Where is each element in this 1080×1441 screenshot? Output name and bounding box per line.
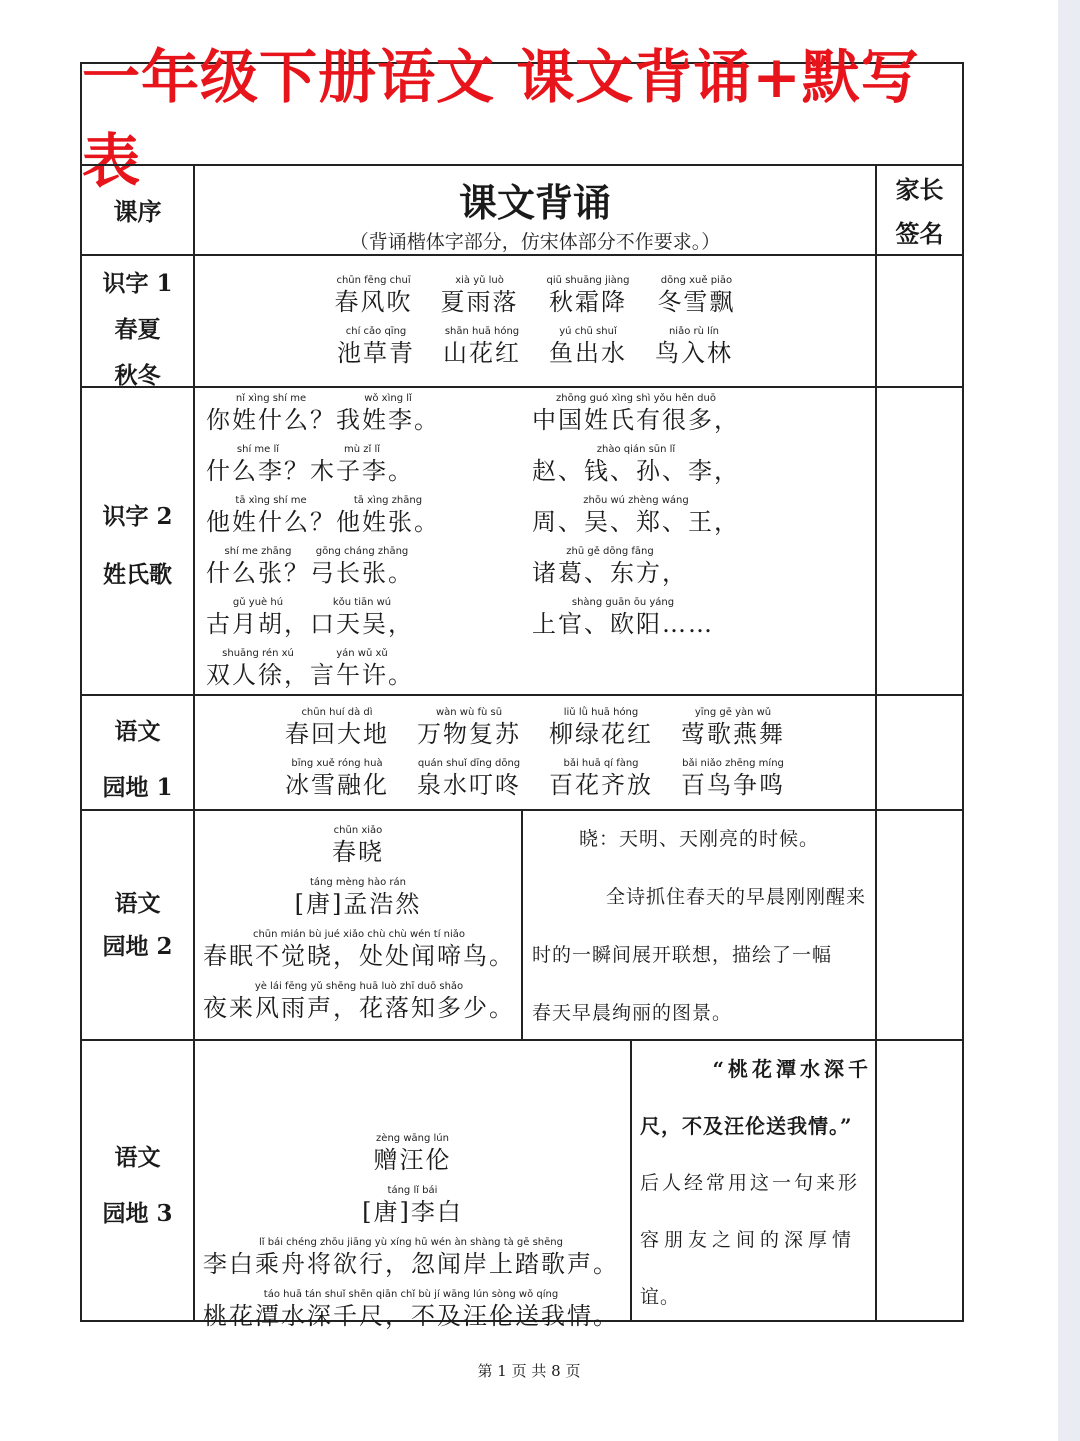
pinyin: bīng xuě róng huà xyxy=(291,758,383,769)
hanzi: 我姓李。 xyxy=(336,406,440,434)
text-line xyxy=(206,392,440,435)
ruby-word xyxy=(336,494,440,537)
text-line xyxy=(532,392,740,435)
text-line xyxy=(532,596,714,639)
hanzi: 周、吴、郑、王， xyxy=(532,508,740,536)
header-recite xyxy=(195,172,875,254)
lesson-name: 语文 xyxy=(114,718,161,745)
hanzi: 他姓张。 xyxy=(336,508,440,536)
lesson-cell-2 xyxy=(82,488,193,604)
ruby-word xyxy=(310,545,414,588)
text-line xyxy=(206,647,414,690)
ruby-word xyxy=(549,757,653,800)
pinyin: zhōng guó xìng shì yǒu hěn duō xyxy=(556,393,716,404)
pinyin: liǔ lǜ huā hóng xyxy=(563,707,639,718)
ruby-word xyxy=(203,1288,619,1331)
pinyin: zhū gě dōng fāng xyxy=(566,546,654,557)
hanzi: 春眠不觉晓，处处闻啼鸟。 xyxy=(203,942,515,970)
text-line xyxy=(206,545,414,588)
row-divider xyxy=(82,1039,962,1041)
text-line xyxy=(206,443,414,486)
hanzi: 口天吴， xyxy=(310,610,414,638)
hanzi: 双人徐， xyxy=(206,661,310,689)
pinyin: chūn fēng chuī xyxy=(336,275,411,286)
pinyin: niǎo rù lín xyxy=(668,326,720,337)
hanzi: 鸟入林 xyxy=(655,339,733,367)
ruby-word xyxy=(532,443,740,486)
ruby-word xyxy=(310,443,414,486)
row-divider xyxy=(82,164,962,166)
hanzi: 中国姓氏有很多， xyxy=(532,406,740,434)
pinyin: gōng cháng zhāng xyxy=(315,546,409,557)
pinyin: zhōu wú zhèng wáng xyxy=(583,495,689,506)
pinyin: yú chū shuǐ xyxy=(559,326,617,337)
hanzi: 万物复苏 xyxy=(417,720,521,748)
text-line xyxy=(195,1184,630,1227)
lesson-name: 园地 3 xyxy=(102,1200,173,1227)
pinyin: gǔ yuè hú xyxy=(232,597,284,608)
ruby-word xyxy=(335,274,413,317)
ruby-word xyxy=(203,1236,619,1279)
text-line xyxy=(203,928,515,971)
ruby-word xyxy=(285,706,389,749)
ruby-word xyxy=(295,876,422,919)
ruby-word xyxy=(206,392,336,435)
lesson-name: 春夏 xyxy=(114,316,161,343)
header-lesson: 课序 xyxy=(113,196,162,226)
ruby-word xyxy=(332,824,384,867)
pinyin: shān huā hóng xyxy=(444,326,520,337)
ruby-word xyxy=(532,545,688,588)
hanzi: 春晓 xyxy=(332,838,384,866)
pinyin: lǐ bái chéng zhōu jiāng yù xíng hū wén àn shàng tà gē shēng xyxy=(259,1237,563,1248)
text-line xyxy=(203,1236,619,1279)
hanzi: 泉水叮咚 xyxy=(417,771,521,799)
pinyin: shuāng rén xú xyxy=(222,648,294,659)
pinyin: kǒu tiān wú xyxy=(332,597,392,608)
ruby-word xyxy=(285,757,389,800)
pinyin: qiū shuāng jiàng xyxy=(546,275,630,286)
ruby-word xyxy=(549,706,653,749)
lesson-name: 秋冬 xyxy=(114,362,161,389)
text-line xyxy=(203,1288,619,1331)
text-line: 时的一瞬间展开联想，描绘了一幅 xyxy=(532,944,833,966)
lesson-name: 园地 1 xyxy=(102,774,173,801)
ruby-word xyxy=(532,494,740,537)
lesson-cell-4 xyxy=(82,882,193,968)
pinyin: tā xìng shí me xyxy=(235,495,307,506)
text-line xyxy=(195,706,875,749)
ruby-word xyxy=(206,494,336,537)
text-line xyxy=(195,876,521,919)
text-line: 容朋友之间的深厚情 xyxy=(640,1229,857,1251)
lesson-name: 园地 2 xyxy=(102,933,173,960)
text-line xyxy=(532,545,688,588)
pinyin: chūn xiǎo xyxy=(333,825,383,836)
hanzi: 赠汪伦 xyxy=(373,1146,452,1174)
ruby-word xyxy=(655,325,733,368)
text-line xyxy=(532,494,740,537)
ruby-word xyxy=(206,545,310,588)
text-line: 谊。 xyxy=(640,1286,681,1308)
hanzi: 他姓什么？ xyxy=(206,508,336,536)
hanzi: 什么张？ xyxy=(206,559,310,587)
ruby-word xyxy=(441,274,519,317)
hanzi: [唐]孟浩然 xyxy=(294,890,422,918)
lesson-cell-1 xyxy=(82,261,193,399)
pinyin: chūn mián bù jué xiǎo chù chù wén tí niǎo xyxy=(252,929,466,940)
text-line xyxy=(206,494,440,537)
sign-label-2: 签名 xyxy=(895,219,944,248)
hanzi: 木子李。 xyxy=(310,457,414,485)
pinyin: zèng wāng lún xyxy=(376,1133,449,1144)
pinyin: shàng guān ōu yáng xyxy=(571,597,675,608)
row-divider xyxy=(82,694,962,696)
recitation-table xyxy=(80,43,964,1330)
row-divider xyxy=(82,386,962,388)
scroll-strip xyxy=(1058,0,1080,1441)
pinyin: chí cǎo qīng xyxy=(345,326,407,337)
ruby-word xyxy=(549,325,627,368)
ruby-word xyxy=(532,596,714,639)
pinyin: táo huā tán shuǐ shēn qiān chǐ bù jí wāng lún sòng wǒ qíng xyxy=(263,1289,559,1300)
lesson-cell-3 xyxy=(82,704,193,816)
pinyin: yán wǔ xǔ xyxy=(336,648,388,659)
ruby-word xyxy=(681,757,785,800)
lesson-name: 语文 xyxy=(114,1144,161,1171)
recite-title: 课文背诵 xyxy=(458,180,611,225)
pinyin: dōng xuě piāo xyxy=(660,275,733,286)
ruby-word xyxy=(417,757,521,800)
pinyin: tā xìng zhāng xyxy=(353,495,423,506)
text-line: 后人经常用这一句来形 xyxy=(640,1172,861,1194)
ruby-word xyxy=(443,325,521,368)
text-line xyxy=(203,980,515,1023)
text-line: 尺，不及汪伦送我情。” xyxy=(640,1114,853,1138)
hanzi: 春风吹 xyxy=(334,288,413,316)
lesson-name: 语文 xyxy=(114,890,161,917)
ruby-word xyxy=(310,596,414,639)
hanzi: 春回大地 xyxy=(285,720,389,748)
pinyin: bǎi niǎo zhēng míng xyxy=(682,758,784,769)
pinyin: bǎi huā qí fàng xyxy=(563,758,639,769)
ruby-word xyxy=(374,1132,452,1175)
pinyin: wàn wù fù sū xyxy=(435,707,503,718)
hanzi: 冰雪融化 xyxy=(285,771,389,799)
ruby-word xyxy=(657,274,735,317)
col-divider xyxy=(875,164,877,1320)
hanzi: 冬雪飘 xyxy=(657,288,736,316)
hanzi: 上官、欧阳…… xyxy=(532,610,714,638)
text-line xyxy=(195,824,521,867)
ruby-word xyxy=(203,980,515,1023)
hanzi: 莺歌燕舞 xyxy=(681,720,785,748)
ruby-word xyxy=(203,928,515,971)
hanzi: 夏雨落 xyxy=(440,288,519,316)
pinyin: nǐ xìng shí me xyxy=(235,393,307,404)
hanzi: 你姓什么？ xyxy=(206,406,336,434)
pinyin: chūn huí dà dì xyxy=(301,707,373,718)
hanzi: 百花齐放 xyxy=(549,771,653,799)
pinyin: shí me lǐ xyxy=(236,444,280,455)
text-line xyxy=(195,1132,630,1175)
col-divider xyxy=(521,809,523,1039)
hanzi: 什么李？ xyxy=(206,457,310,485)
col-divider xyxy=(630,1039,632,1320)
pinyin: shí me zhāng xyxy=(224,546,292,557)
hanzi: 池草青 xyxy=(337,339,415,367)
lesson-name: 识字 1 xyxy=(102,270,173,297)
ruby-word xyxy=(532,392,740,435)
pinyin: táng lǐ bái xyxy=(387,1185,438,1196)
ruby-word xyxy=(310,647,414,690)
hanzi: 桃花潭水深千尺，不及汪伦送我情。 xyxy=(203,1302,619,1330)
pinyin: xià yǔ luò xyxy=(455,275,504,286)
row-divider xyxy=(82,254,962,256)
hanzi: 夜来风雨声，花落知多少。 xyxy=(203,994,515,1022)
text-line xyxy=(195,757,875,800)
page-title: 一年级下册语文 课文背诵+默写表 xyxy=(82,43,920,195)
ruby-word xyxy=(417,706,521,749)
hanzi: [唐]李白 xyxy=(362,1198,463,1226)
text-line: 全诗抓住春天的早晨刚刚醒来 xyxy=(605,886,866,908)
ruby-word xyxy=(547,274,630,317)
text-line: “桃花潭水深千 xyxy=(712,1057,872,1081)
lesson-cell-5 xyxy=(82,1130,193,1242)
lesson-name: 识字 2 xyxy=(102,503,173,530)
text-line xyxy=(206,596,414,639)
pinyin: wǒ xìng lǐ xyxy=(364,393,412,404)
pinyin: táng mèng hào rán xyxy=(309,877,406,888)
hanzi: 李白乘舟将欲行，忽闻岸上踏歌声。 xyxy=(203,1250,619,1278)
ruby-word xyxy=(206,596,310,639)
pinyin: yīng gē yàn wǔ xyxy=(694,707,772,718)
pinyin: zhào qián sūn lǐ xyxy=(596,444,676,455)
ruby-word xyxy=(337,325,415,368)
lesson-name: 姓氏歌 xyxy=(103,561,172,588)
ruby-word xyxy=(336,392,440,435)
ruby-word xyxy=(362,1184,463,1227)
hanzi: 古月胡， xyxy=(206,610,310,638)
page-footer: 第 1 页 共 8 页 xyxy=(477,1362,581,1380)
hanzi: 百鸟争鸣 xyxy=(681,771,785,799)
pinyin: mù zǐ lǐ xyxy=(343,444,381,455)
ruby-word xyxy=(206,647,310,690)
hanzi: 诸葛、东方， xyxy=(532,559,688,587)
hanzi: 言午许。 xyxy=(310,661,414,689)
ruby-word xyxy=(206,443,310,486)
hanzi: 弓长张。 xyxy=(310,559,414,587)
text-line: 春天早晨绚丽的图景。 xyxy=(532,1002,733,1024)
hanzi: 柳绿花红 xyxy=(549,720,653,748)
recite-note: （背诵楷体字部分，仿宋体部分不作要求。） xyxy=(349,231,721,253)
hanzi: 秋霜降 xyxy=(548,288,627,316)
pinyin: quán shuǐ dīng dōng xyxy=(417,758,521,769)
sign-label-1: 家长 xyxy=(895,175,944,204)
pinyin: yè lái fēng yǔ shēng huā luò zhī duō shǎo xyxy=(254,981,464,992)
text-line: 晓：天明、天刚亮的时候。 xyxy=(578,828,819,850)
text-line xyxy=(532,443,740,486)
text-line xyxy=(195,325,875,368)
header-sign xyxy=(877,168,962,256)
ruby-word xyxy=(681,706,785,749)
hanzi: 赵、钱、孙、李， xyxy=(532,457,740,485)
hanzi: 鱼出水 xyxy=(549,339,627,367)
hanzi: 山花红 xyxy=(443,339,521,367)
text-line xyxy=(195,274,875,317)
